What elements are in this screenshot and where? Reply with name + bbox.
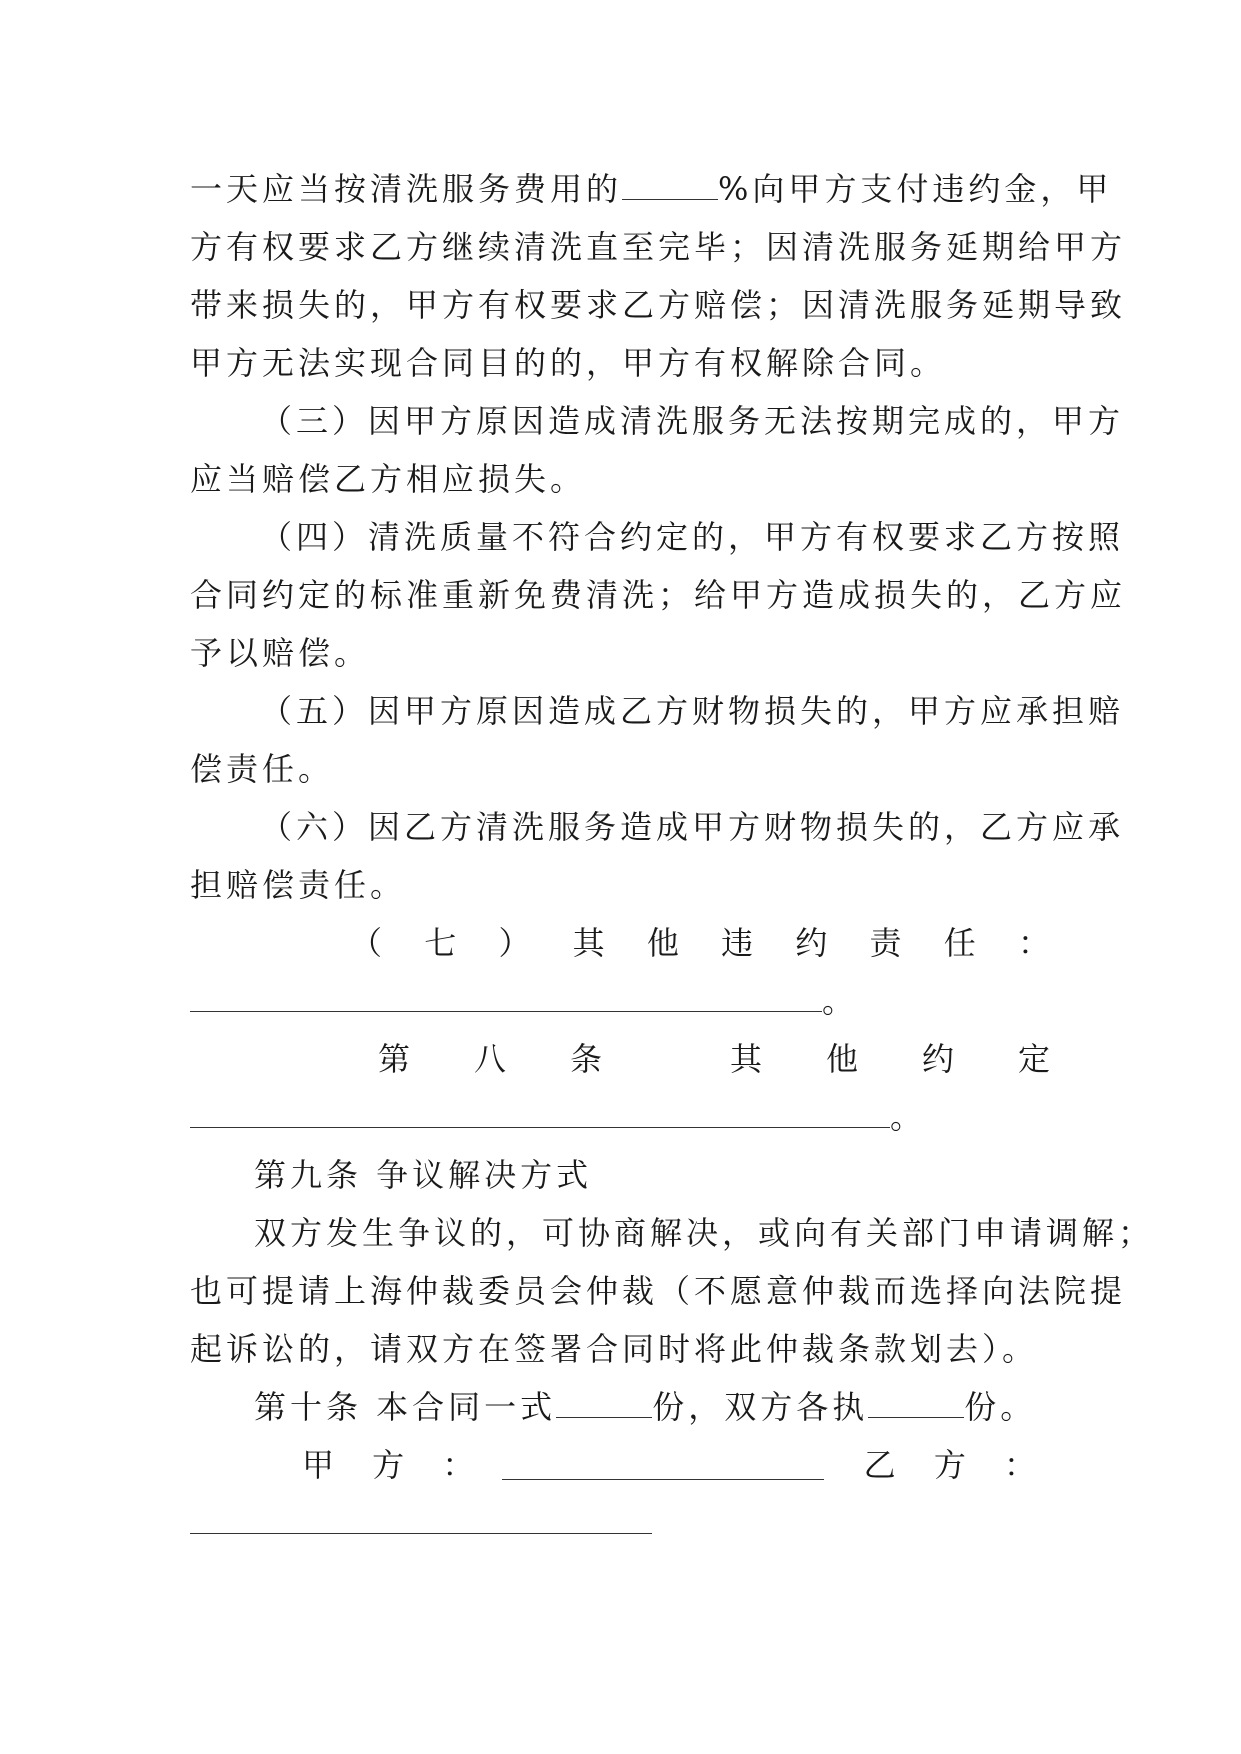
text-line: （六）因乙方清洗服务造成甲方财物损失的，乙方应承 xyxy=(260,808,1125,846)
text-line xyxy=(190,160,1113,218)
article-10-line xyxy=(190,1378,1050,1436)
text-line: 担赔偿责任。 xyxy=(190,866,407,904)
blank-field-other-liability xyxy=(190,981,822,1012)
text-segment: %向甲方支付违约金，甲 xyxy=(718,170,1113,208)
text-line: （四）清洗质量不符合约定的，甲方有权要求乙方按照 xyxy=(260,518,1125,556)
text-char: 责 xyxy=(869,924,902,962)
party-a-label: 甲 方 ： xyxy=(302,1446,489,1484)
text-char: 他 xyxy=(646,924,679,962)
text-line: 应当赔偿乙方相应损失。 xyxy=(190,460,587,498)
text-line: 也可提请上海仲裁委员会仲裁（不愿意仲裁而选择向法院提 xyxy=(190,1272,1127,1310)
text-char: 违 xyxy=(721,924,754,962)
text-line: 甲方无法实现合同目的的，甲方有权解除合同。 xyxy=(190,344,947,382)
text-segment: 。 xyxy=(890,1098,927,1136)
text-char: 任 xyxy=(943,924,976,962)
signature-line xyxy=(190,1436,1050,1494)
text-char: 约 xyxy=(921,1040,954,1078)
text-char: 其 xyxy=(729,1040,762,1078)
party-a-signature-field xyxy=(502,1449,823,1480)
text-line: 方有权要求乙方继续清洗直至完毕；因清洗服务延期给甲方 xyxy=(190,228,1127,266)
text-line xyxy=(190,1494,1050,1552)
text-char: 第 xyxy=(378,1040,411,1078)
text-line xyxy=(190,1088,1050,1146)
party-b-label: 乙 方 ： xyxy=(863,1446,1050,1484)
text-line xyxy=(190,972,1050,1030)
blank-field-other-terms xyxy=(190,1097,890,1128)
text-char: 七 xyxy=(424,924,457,962)
text-line: 起诉讼的，请双方在签署合同时将此仲裁条款划去）。 xyxy=(190,1330,1039,1368)
text-segment: 份，双方各执 xyxy=(652,1388,869,1426)
text-char: ： xyxy=(1017,924,1050,962)
text-segment: 。 xyxy=(822,982,859,1020)
text-line: 双方发生争议的，可协商解决，或向有关部门申请调解； xyxy=(254,1214,1155,1252)
text-line: 偿责任。 xyxy=(190,750,335,788)
text-char: 条 xyxy=(570,1040,603,1078)
text-char: 八 xyxy=(474,1040,507,1078)
article-9-heading: 第九条 争议解决方式 xyxy=(254,1156,593,1194)
document-page xyxy=(190,160,1155,1552)
text-segment: 份。 xyxy=(964,1388,1037,1426)
text-segment: 一天应当按清洗服务费用的 xyxy=(190,170,623,208)
text-char: ） xyxy=(498,924,531,962)
text-segment: 第十条 本合同一式 xyxy=(254,1388,557,1426)
text-char: 他 xyxy=(825,1040,858,1078)
article-8-heading xyxy=(190,1030,1050,1088)
text-char: 其 xyxy=(572,924,605,962)
text-char: （ xyxy=(350,924,383,962)
other-liability-heading xyxy=(190,914,1050,972)
text-line: （三）因甲方原因造成清洗服务无法按期完成的，甲方 xyxy=(260,402,1125,440)
party-b-signature-field xyxy=(190,1503,652,1534)
text-line: 带来损失的，甲方有权要求乙方赔偿；因清洗服务延期导致 xyxy=(190,286,1127,324)
text-char: 约 xyxy=(795,924,828,962)
text-line: 合同约定的标准重新免费清洗；给甲方造成损失的，乙方应 xyxy=(190,576,1127,614)
text-line: 予以赔偿。 xyxy=(190,634,371,672)
blank-field-penalty-percent xyxy=(622,169,718,200)
blank-field-copies-total xyxy=(556,1387,652,1418)
text-char: 定 xyxy=(1017,1040,1050,1078)
text-line: （五）因甲方原因造成乙方财物损失的，甲方应承担赔 xyxy=(260,692,1125,730)
blank-field-copies-each xyxy=(868,1387,964,1418)
